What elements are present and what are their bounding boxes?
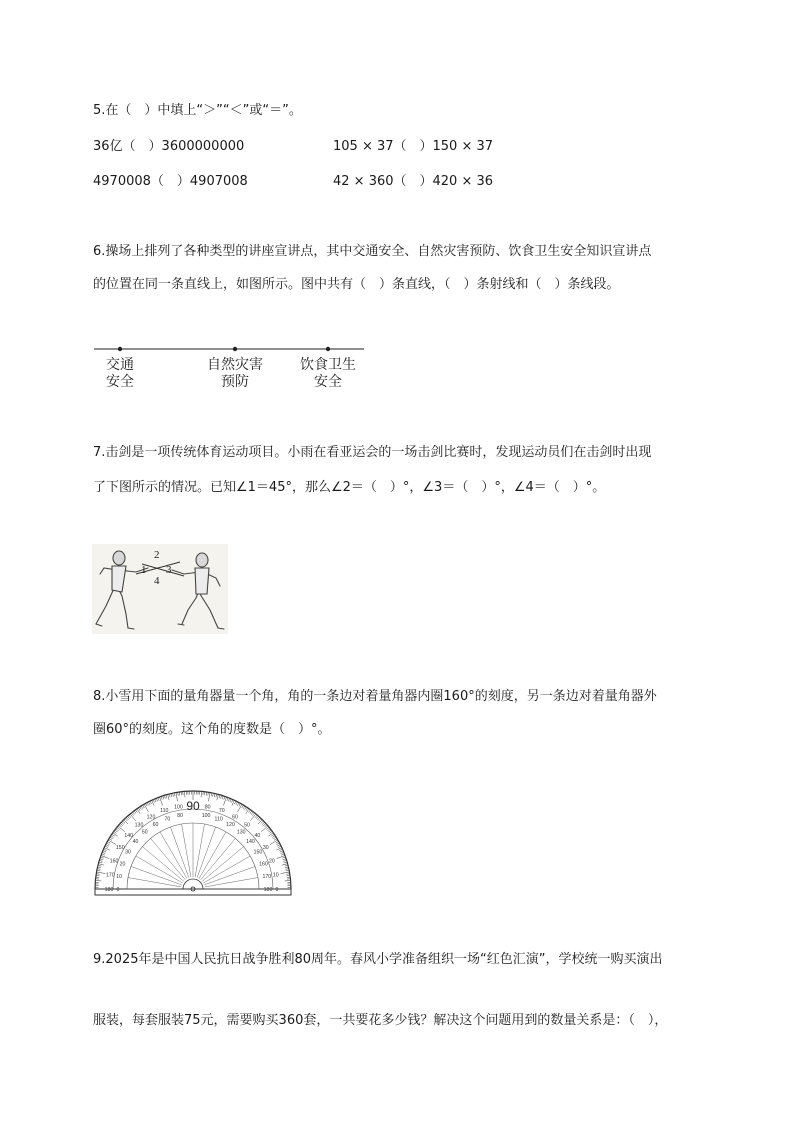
protractor-tick	[100, 857, 103, 858]
protractor-tick	[242, 805, 244, 808]
protractor-inner-number: 0	[116, 887, 120, 893]
protractor-outer-number: 160	[109, 858, 119, 865]
protractor-outer-number: 70	[218, 808, 225, 815]
protractor-inner-number: 180	[263, 887, 273, 893]
protractor-tick	[102, 852, 105, 853]
q5-row2-right: 42 × 360（ ）420 × 36	[333, 174, 494, 189]
protractor-tick	[100, 859, 103, 860]
protractor-tick	[121, 822, 124, 824]
protractor-tick	[97, 869, 100, 870]
protractor-tick	[133, 812, 135, 815]
protractor-tick	[110, 837, 113, 839]
protractor-ray	[195, 824, 204, 877]
q5-row2-left: 4970008（ ）4907008	[93, 174, 248, 189]
q6-point-label-2: 自然灾害 预防	[207, 358, 263, 390]
protractor-tick	[285, 869, 288, 870]
protractor-ray	[182, 824, 191, 877]
protractor-tick	[99, 862, 102, 863]
protractor-tick	[282, 857, 285, 858]
protractor-tick	[169, 794, 170, 797]
protractor-tick	[278, 846, 281, 848]
protractor-ray	[203, 856, 250, 883]
protractor-tick	[108, 840, 116, 845]
protractor-tick	[106, 843, 109, 845]
protractor-tick	[184, 791, 185, 797]
protractor-tick	[256, 816, 258, 819]
protractor-tick	[277, 845, 280, 847]
protractor-tick	[251, 812, 253, 815]
protractor-tick	[272, 836, 275, 838]
protractor-tick	[221, 795, 222, 798]
protractor-tick	[159, 797, 162, 805]
protractor-inner-number: 130	[236, 829, 246, 836]
protractor-inner-number: 140	[246, 838, 255, 845]
protractor-tick	[103, 851, 106, 852]
protractor-inner-number: 150	[253, 849, 263, 856]
protractor-tick	[113, 833, 118, 836]
protractor-tick	[214, 794, 215, 797]
protractor-tick	[281, 872, 290, 874]
protractor-ray	[151, 838, 186, 879]
protractor-outer-number: 80	[204, 804, 211, 811]
angle-label-2: 2	[154, 549, 160, 561]
protractor-outer-number: 0	[275, 887, 279, 893]
protractor-tick	[98, 864, 104, 866]
protractor-inner-number: 120	[226, 822, 235, 829]
protractor-tick	[252, 813, 254, 816]
protractor-tick	[234, 801, 236, 804]
protractor-tick	[277, 855, 285, 858]
protractor-tick	[166, 795, 167, 798]
protractor-outer-number: 110	[160, 808, 169, 815]
protractor-tick	[98, 865, 101, 866]
protractor-tick	[109, 839, 112, 841]
protractor-outer-number: 180	[104, 887, 114, 893]
q6-line1: 6.操场上排列了各种类型的讲座宣讲点，其中交通安全、自然灾害预防、饮食卫生安全知识宣讲点	[93, 244, 652, 259]
protractor-ray	[160, 832, 187, 879]
protractor-outer-number: 10	[272, 872, 279, 879]
protractor-center-label: 90	[186, 799, 200, 813]
protractor-tick	[153, 799, 154, 802]
angle-label-4: 4	[154, 575, 160, 587]
protractor-tick	[120, 823, 123, 825]
protractor-tick	[268, 830, 271, 832]
protractor-tick	[246, 809, 249, 814]
angle-label-1: 1	[141, 564, 147, 576]
protractor-tick	[274, 839, 277, 841]
protractor-tick	[171, 794, 172, 797]
protractor-tick	[111, 836, 114, 838]
protractor-tick	[236, 802, 238, 805]
protractor-inner-number: 70	[164, 816, 171, 823]
protractor-tick	[98, 867, 101, 868]
protractor-tick	[127, 816, 129, 819]
protractor-tick	[95, 880, 101, 881]
protractor-tick	[138, 808, 140, 811]
protractor-tick	[257, 817, 259, 820]
protractor-tick	[243, 806, 245, 809]
protractor-outer-number: 120	[146, 814, 156, 821]
protractor-tick	[174, 793, 175, 796]
protractor-tick	[280, 851, 283, 852]
protractor-tick	[135, 810, 137, 813]
protractor-tick	[255, 815, 257, 818]
protractor-tick	[125, 819, 127, 822]
protractor-tick	[213, 793, 214, 796]
protractor-base	[95, 889, 291, 895]
protractor-tick	[102, 854, 105, 855]
q7-line2: 了下图所示的情况。已知∠1＝45°，那么∠2＝（ ）°，∠3＝（ ）°，∠4＝（ ）°。	[93, 480, 606, 495]
protractor-tick	[238, 804, 243, 812]
protractor-outer-number: 170	[105, 872, 115, 879]
protractor-tick	[163, 796, 164, 799]
protractor-tick	[244, 807, 246, 810]
protractor-ray	[136, 856, 183, 883]
protractor-ray	[204, 866, 255, 884]
protractor-tick	[137, 809, 140, 814]
protractor-outer-number: 140	[124, 833, 133, 840]
protractor-tick	[216, 794, 217, 797]
protractor-tick	[147, 802, 149, 805]
protractor-ray	[128, 878, 181, 887]
protractor-tick	[156, 798, 157, 801]
protractor-tick	[231, 799, 232, 802]
protractor-tick	[161, 796, 162, 799]
protractor-tick	[119, 825, 122, 827]
protractor-tick	[249, 810, 251, 813]
protractor-tick	[96, 872, 105, 874]
protractor-tick	[140, 807, 142, 810]
protractor-outer-number: 30	[262, 845, 269, 851]
protractor-tick	[223, 797, 226, 805]
protractor-tick	[282, 864, 288, 866]
protractor-outer-number: 60	[232, 814, 238, 821]
protractor-outer-number: 150	[115, 845, 125, 851]
protractor-tick	[150, 801, 152, 804]
protractor-tick	[126, 817, 128, 820]
protractor-outer-number: 20	[269, 858, 275, 865]
protractor-tick	[259, 819, 261, 822]
protractor-tick	[219, 795, 220, 798]
angle-label-3: 3	[166, 564, 172, 576]
protractor-inner-number: 110	[214, 816, 223, 823]
protractor-tick	[99, 860, 102, 861]
protractor-tick	[155, 799, 156, 802]
protractor-tick	[270, 840, 278, 845]
protractor-tick	[284, 862, 287, 863]
protractor-ray	[205, 878, 258, 887]
protractor-tick	[116, 829, 119, 831]
protractor-figure	[93, 787, 298, 897]
protractor-inner-number: 10	[116, 873, 123, 880]
protractor-tick	[279, 849, 282, 850]
protractor-tick	[286, 870, 289, 871]
protractor-ray	[201, 838, 236, 879]
protractor-tick	[273, 837, 276, 839]
q8-line1: 8.小雪用下面的量角器量一个角，角的一条边对着量角器内圈160°的刻度，另一条边对着量角器外	[93, 689, 657, 704]
protractor-tick	[115, 830, 118, 832]
protractor-tick	[211, 793, 212, 796]
protractor-ray	[199, 832, 226, 879]
protractor-ray	[170, 827, 188, 878]
protractor-inner-number: 20	[119, 861, 126, 868]
q5-row1-left: 36亿（ ）3600000000	[93, 139, 245, 154]
protractor-tick	[134, 811, 136, 814]
protractor-ray	[202, 847, 243, 882]
protractor-tick	[222, 796, 223, 799]
protractor-tick	[264, 825, 267, 827]
protractor-ray	[131, 866, 182, 884]
protractor-tick	[281, 852, 284, 853]
protractor-inner-number: 40	[132, 838, 139, 845]
protractor-tick	[97, 870, 100, 871]
protractor-tick	[124, 820, 128, 824]
q7-line1: 7.击剑是一项传统体育运动项目。小雨在看亚运会的一场击剑比赛时，发现运动员们在击剑时出现	[93, 445, 652, 460]
protractor-tick	[227, 798, 228, 801]
q5-row1-right: 105 × 37（ ）150 × 37	[333, 139, 494, 154]
protractor-outer-number: 40	[254, 833, 261, 840]
protractor-tick	[262, 822, 265, 824]
protractor-tick	[201, 791, 202, 797]
protractor-inner-number: 160	[259, 861, 268, 868]
protractor-tick	[117, 827, 120, 829]
protractor-inner-number: 80	[177, 813, 183, 820]
protractor-tick	[106, 845, 109, 847]
fencing-illustration	[92, 544, 228, 634]
protractor-tick	[261, 821, 264, 823]
protractor-center-arc	[183, 879, 203, 889]
q6-line2: 的位置在同一条直线上，如图所示。图中共有（ ）条直线，（ ）条射线和（ ）条线段。	[93, 277, 620, 292]
protractor-tick	[144, 804, 149, 812]
q6-point-label-3: 饮食卫生 安全	[300, 358, 356, 390]
protractor-tick	[141, 806, 143, 809]
protractor-tick	[285, 880, 291, 881]
protractor-tick	[114, 831, 117, 833]
q6-point-label-1: 交通 安全	[106, 358, 134, 390]
protractor-tick	[129, 815, 131, 818]
q9-line2: 服装，每套服装75元，需要购买360套，一共要花多少钱？解决这个问题用到的数量关系是：（ ），	[93, 1013, 668, 1028]
protractor-tick	[123, 821, 126, 823]
protractor-inner-number: 170	[262, 873, 272, 880]
protractor-tick	[217, 794, 219, 800]
q8-line2: 圈60°的刻度。这个角的度数是（ ）°。	[93, 722, 331, 737]
protractor-ray	[197, 827, 215, 878]
protractor-tick	[224, 796, 225, 799]
protractor-inner-number: 30	[125, 849, 131, 856]
protractor-tick	[173, 793, 174, 796]
protractor-inner-number: 60	[152, 822, 159, 829]
protractor-tick	[237, 802, 239, 805]
protractor-tick	[283, 860, 286, 861]
protractor-outer-number: 50	[244, 822, 250, 829]
q5-title: 5.在（ ）中填上“＞”“＜”或“＝”。	[93, 103, 302, 118]
protractor-outer-number: 100	[174, 804, 183, 811]
protractor-tick	[143, 805, 145, 808]
protractor-tick	[276, 843, 279, 845]
protractor-inner-number: 100	[201, 813, 211, 820]
protractor-tick	[239, 803, 241, 806]
protractor-inner-number: 50	[141, 829, 148, 836]
protractor-tick	[258, 820, 262, 824]
protractor-tick	[131, 813, 133, 816]
protractor-tick	[164, 795, 165, 798]
protractor-outer-number: 130	[134, 822, 144, 829]
protractor-tick	[208, 792, 210, 801]
protractor-tick	[228, 798, 229, 801]
protractor-tick	[168, 794, 170, 800]
protractor-tick	[176, 792, 178, 801]
protractor-tick	[266, 827, 269, 829]
protractor-tick	[276, 841, 279, 843]
protractor-tick	[250, 811, 252, 814]
protractor-tick	[283, 859, 286, 860]
protractor-tick	[230, 799, 231, 802]
protractor-tick	[107, 841, 110, 843]
protractor-ray	[142, 847, 183, 882]
q9-line1: 9.2025年是中国人民抗日战争胜利80周年。春风小学准备组织一场“红色汇演”，学校统一购买演出	[93, 952, 663, 967]
protractor-tick	[263, 823, 266, 825]
protractor-tick	[281, 854, 284, 855]
protractor-tick	[271, 834, 274, 836]
protractor-tick	[158, 798, 159, 801]
protractor-tick	[246, 808, 248, 811]
protractor-tick	[112, 834, 115, 836]
protractor-tick	[105, 846, 108, 848]
protractor-tick	[103, 849, 106, 850]
protractor-tick	[268, 833, 273, 836]
protractor-tick	[285, 865, 288, 866]
protractor-tick	[267, 829, 270, 831]
protractor-tick	[101, 855, 109, 858]
protractor-tick	[285, 867, 288, 868]
protractor-tick	[145, 803, 147, 806]
protractor-tick	[149, 802, 151, 805]
protractor-tick	[269, 831, 272, 833]
